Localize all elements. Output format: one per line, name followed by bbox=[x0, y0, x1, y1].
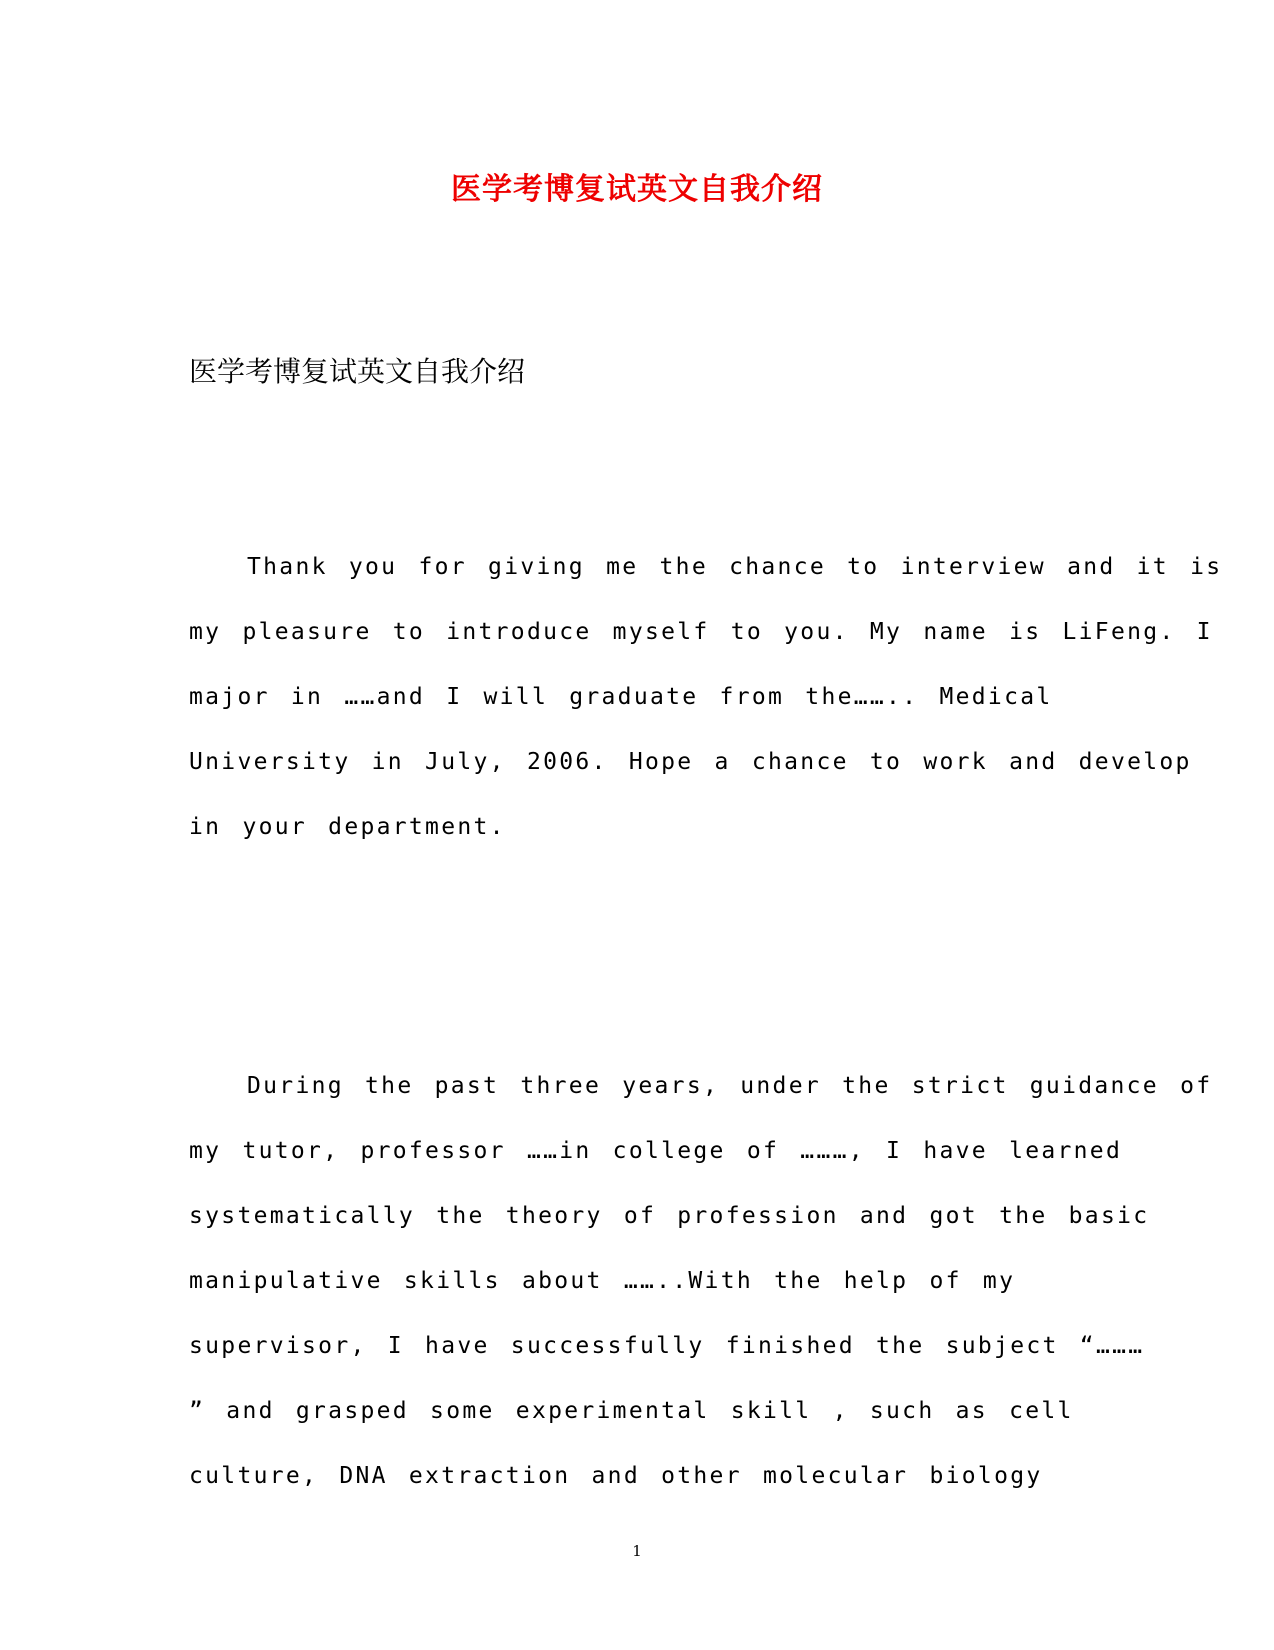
paragraph-line: in your department. bbox=[189, 814, 506, 840]
document-subtitle: 医学考博复试英文自我介绍 bbox=[189, 355, 526, 388]
page-number: 1 bbox=[632, 1542, 642, 1560]
paragraph-experience bbox=[189, 1066, 1213, 1521]
paragraph-line: During the past three years, under the strict guidance of bbox=[247, 1073, 1213, 1099]
paragraph-line: manipulative skills about ……..With the help of my bbox=[189, 1268, 1016, 1294]
paragraph-introduction bbox=[189, 547, 1223, 872]
paragraph-line: my tutor, professor ……in college of ………, I have learned bbox=[189, 1138, 1123, 1164]
paragraph-line: culture, DNA extraction and other molecular biology bbox=[189, 1463, 1043, 1489]
paragraph-line: Thank you for giving me the chance to interview and it is bbox=[247, 554, 1223, 580]
paragraph-line: ” and grasped some experimental skill , such as cell bbox=[189, 1398, 1074, 1424]
paragraph-line: University in July, 2006. Hope a chance to work and develop bbox=[189, 749, 1192, 775]
paragraph-line: my pleasure to introduce myself to you. My name is LiFeng. I bbox=[189, 619, 1213, 645]
paragraph-line: supervisor, I have successfully finished the subject “……… bbox=[189, 1333, 1145, 1359]
document-title: 医学考博复试英文自我介绍 bbox=[451, 172, 823, 207]
paragraph-line: major in ……and I will graduate from the…….. Medical bbox=[189, 684, 1053, 710]
paragraph-line: systematically the theory of profession and got the basic bbox=[189, 1203, 1150, 1229]
